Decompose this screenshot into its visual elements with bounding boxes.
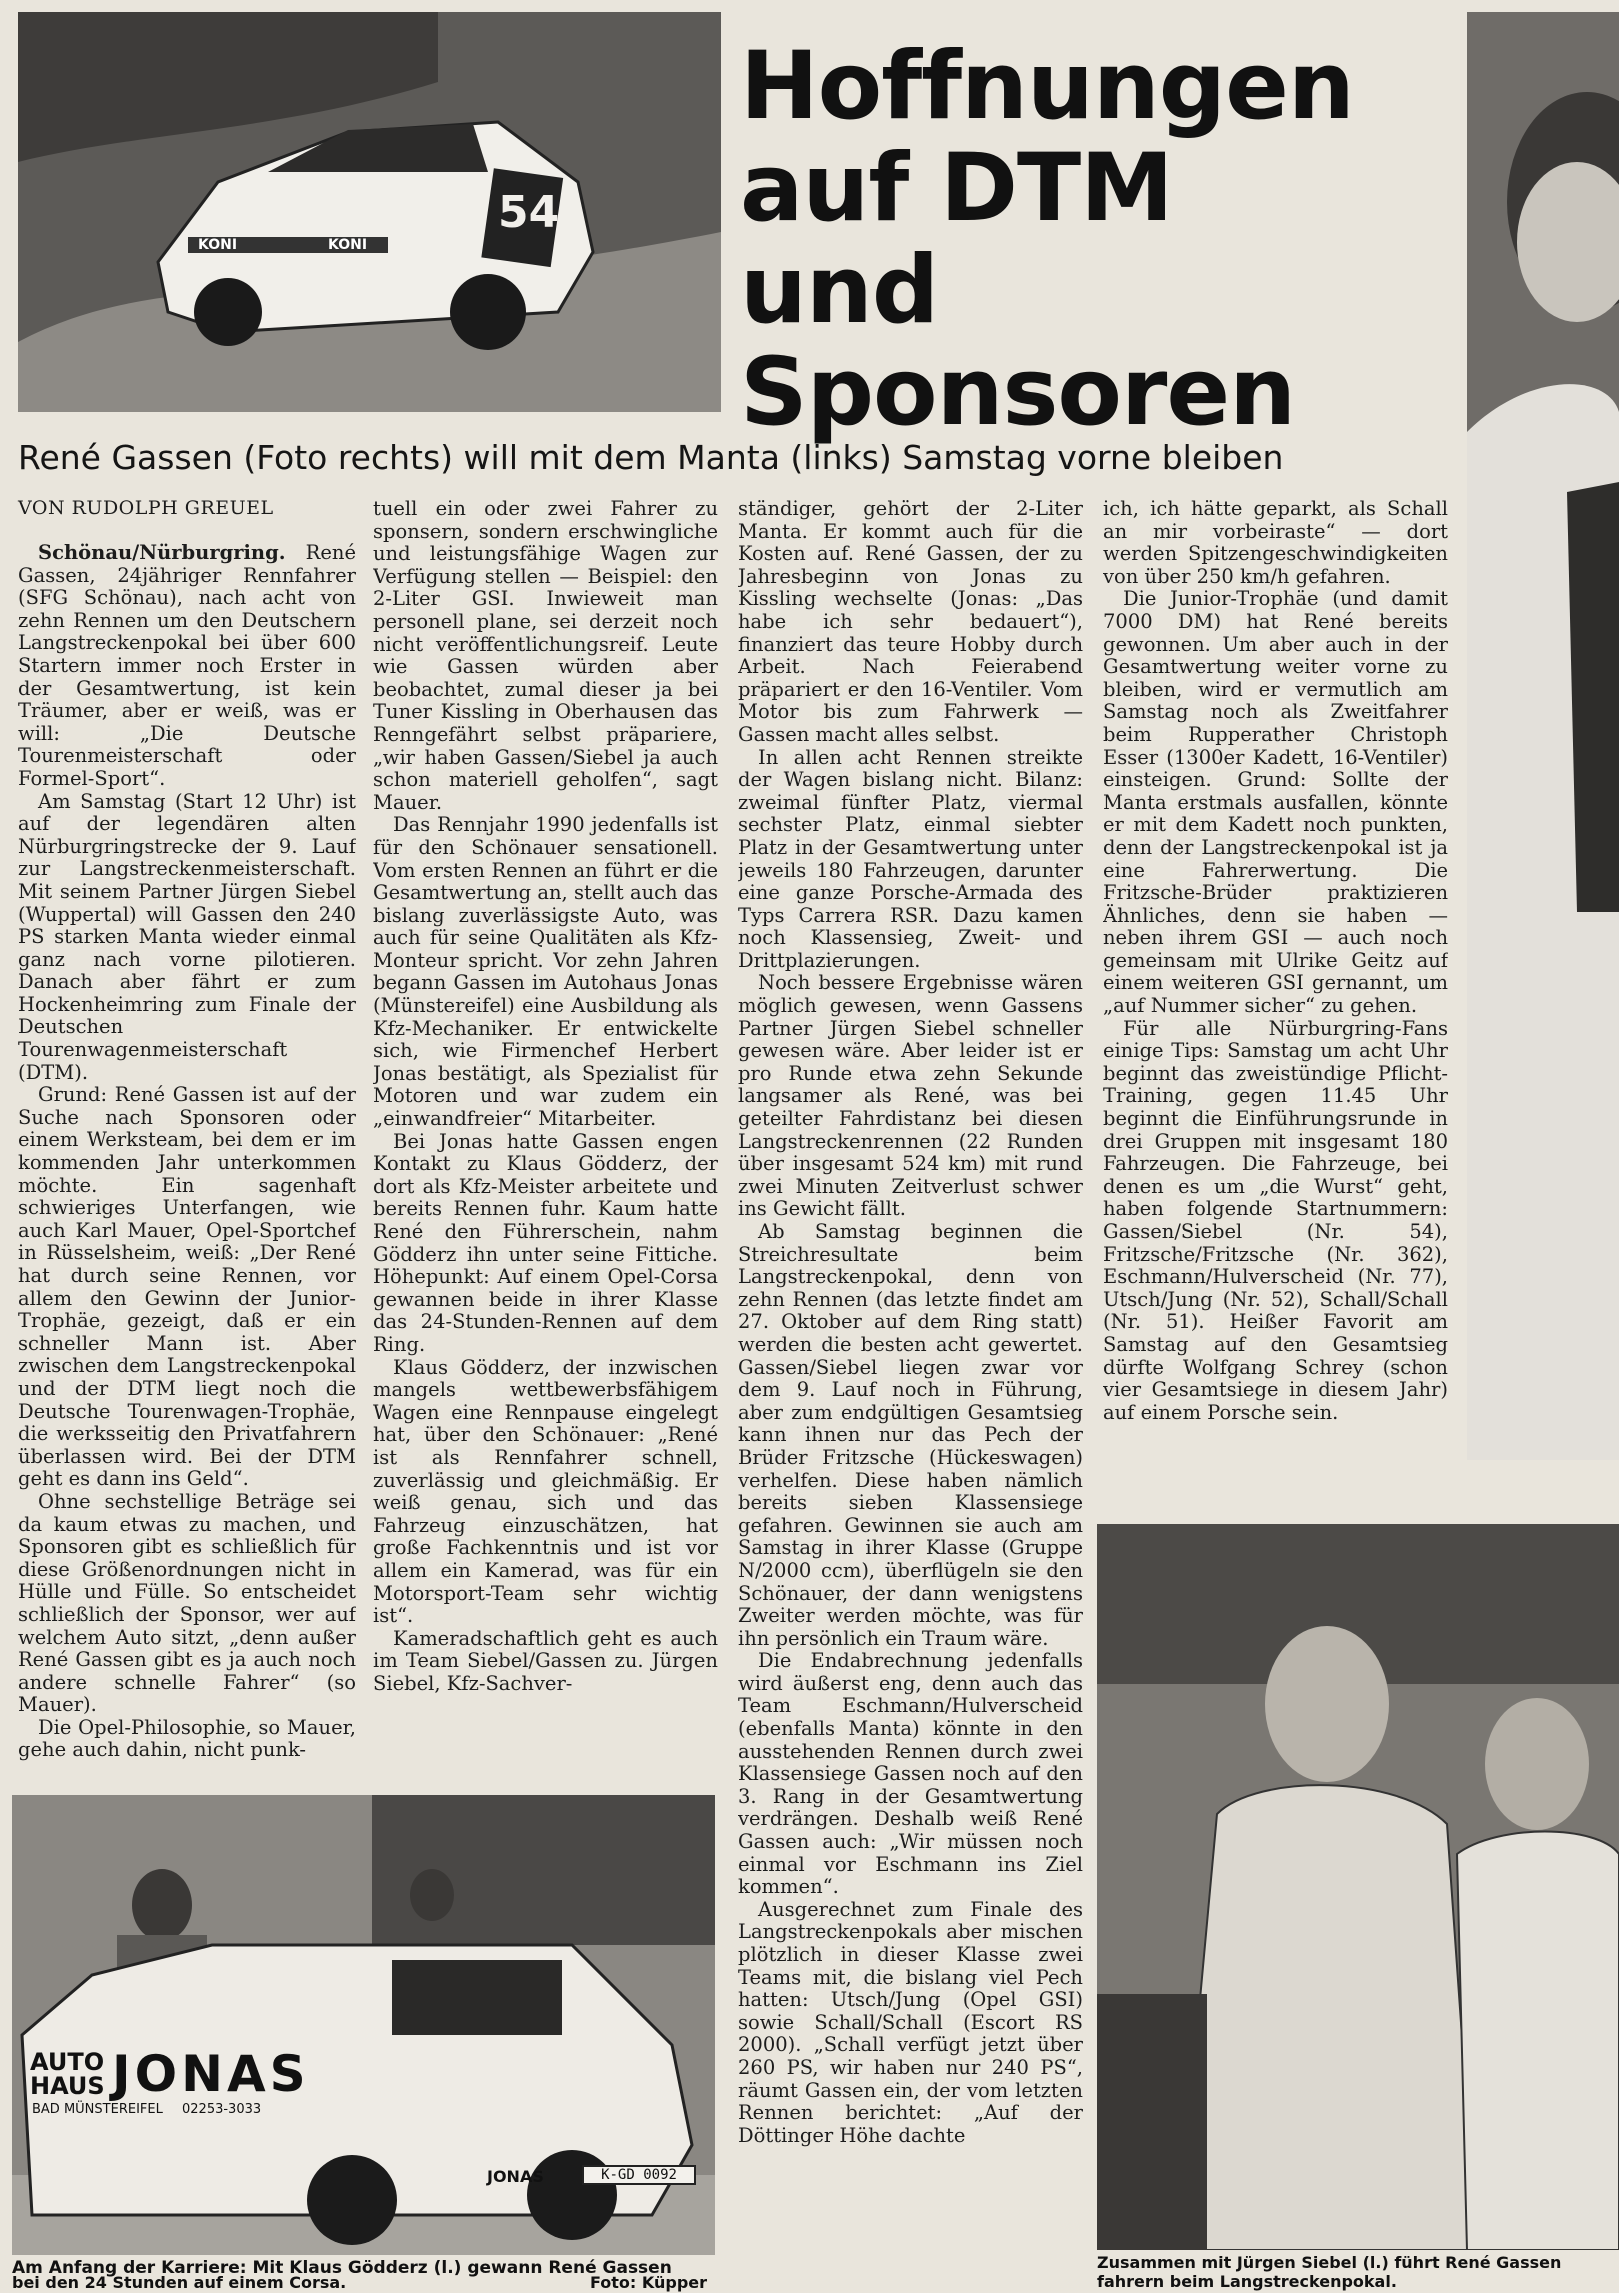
paragraph: Ausgerechnet zum Finale des Langstreckenpokals aber mischen plötzlich in dieser Klasse zwei Teams mit, die bislang viel Pech hatten: Utsch/Jung (Opel GSI) sowie Schall/Schall (Escort RS 2000). „Schall verfügt jetzt über 260 PS, wir haben nur 240 PS“, räumt Gassen ein, der vom letzten Rennen berichtet: „Auf der Döttinger Höhe dachte <box>738 1897 1083 2147</box>
headline-line-1: Hoffnungen <box>740 32 1354 141</box>
article-column-3 <box>738 498 1083 2288</box>
subheadline: René Gassen (Foto rechts) will mit dem Manta (links) Samstag vorne bleiben <box>18 438 1284 477</box>
caption-right-line-1: Zusammen mit Jürgen Siebel (l.) führt René Gassen <box>1097 2253 1562 2272</box>
paragraph: tuell ein oder zwei Fahrer zu sponsern, sondern erschwingliche und leistungsfähige Wagen zur Verfügung stellen — Beispiel: den 2-Liter GSI. Inwieweit man personell plane, sei derzeit noch nicht veröffentlichungsreif. Leute wie Gassen würden aber beobachtet, zumal dieser ja bei Tuner Kissling in Oberhausen das Renngefährt selbst präpariere, „wir haben Gassen/Siebel ja auch schon materiell geholfen“, sagt Mauer. <box>373 498 718 814</box>
article-column-1 <box>18 542 356 1762</box>
caption-left-line-1: Am Anfang der Karriere: Mit Klaus Gödderz (l.) gewann René Gassen <box>12 2258 672 2278</box>
autohaus-logo <box>30 2050 105 2098</box>
paragraph: Für alle Nürburgring-Fans einige Tips: Samstag um acht Uhr beginnt das zweistündige Pflicht-Training, gegen 11.45 Uhr beginnt die Einführungsrunde in drei Gruppen mit insgesamt 180 Fahrzeugen. Die Fahrzeuge, bei denen es um „die Wurst“ geht, haben folgende Startnummern: Gassen/Siebel (Nr. 54), Fritzsche/Fritzsche (Nr. 362), Eschmann/Hulverscheid (Nr. 77), Utsch/Jung (Nr. 52), Schall/Schall (Nr. 51). Heißer Favorit am Samstag auf den Gesamtsieg dürfte Wolfgang Schrey (schon vier Gesamtsiege in diesem Jahr) auf einem Porsche sein. <box>1103 1016 1448 1424</box>
autohaus-phone: 02253-3033 <box>182 2102 262 2117</box>
paragraph: Schönau/Nürburgring. René Gassen, 24jähriger Rennfahrer (SFG Schönau), nach acht von zehn Rennen um den Deutschern Langstreckenpokal bei über 600 Startern immer noch Erster in der Gesamtwertung, ist kein Träumer, aber er weiß, was er will: „Die Deutsche Tourenmeisterschaft oder Formel-Sport“. <box>18 542 356 790</box>
paragraph: Das Rennjahr 1990 jedenfalls ist für den Schönauer sensationell. Vom ersten Rennen an führt er die Gesamtwertung an, stellt auch das bislang zuverlässigste Auto, was auch für seine Qualitäten als Kfz-Monteur spricht. Vor zehn Jahren begann Gassen im Autohaus Jonas (Münstereifel) eine Ausbildung als Kfz-Mechaniker. Er entwickelte sich, wie Firmenchef Herbert Jonas bestätigt, als Spezialist für Motoren und war zudem ein „einwandfreier“ Mitarbeiter. <box>373 813 718 1131</box>
portrait-photo <box>1467 12 1619 1460</box>
paragraph: Die Junior-Trophäe (und damit 7000 DM) hat René bereits gewonnen. Um aber auch in der Gesamtwertung weiter vorne zu bleiben, wird er vermutlich am Samstag noch als Zweitfahrer beim Rupperather Christoph Esser (1300er Kadett, 16-Ventiler) einsteigen. Grund: Sollte der Manta erstmals ausfallen, könnte er mit dem Kadett noch punkten, denn der Langstreckenpokal ist ja eine Fahrerwertung. Die Fritzsche-Brüder praktizieren Ähnliches, denn sie haben — neben ihrem GSI — auch noch gemeinsam mit Ulrike Geitz auf einem weiteren GSI gernannt, um „auf Nummer sicher“ zu gehen. <box>1103 587 1448 1018</box>
paragraph: Grund: René Gassen ist auf der Suche nach Sponsoren oder einem Werksteam, bei dem er im kommenden Jahr unterkommen möchte. Ein sagenhaft schwieriges Unterfangen, wie auch Karl Mauer, Opel-Sportchef in Rüsselsheim, weiß: „Der René hat durch seine Rennen, vor allem den Gewinn der Junior-Trophäe, gezeigt, daß er ein schneller Mann ist. Aber zwischen dem Langstreckenpokal und der DTM liegt noch die Deutsche Tourenwagen-Trophäe, die werksseitig den Privatfahrern überlassen wird. Bei der DTM geht es dann ins Geld“. <box>18 1083 356 1491</box>
byline: VON RUDOLPH GREUEL <box>18 497 274 519</box>
paragraph: Die Opel-Philosophie, so Mauer, gehe auch dahin, nicht punk- <box>18 1715 356 1762</box>
dateline: Schönau/Nürburgring. <box>38 542 286 564</box>
paragraph: Am Samstag (Start 12 Uhr) ist auf der legendären alten Nürburgringstrecke der 9. Lauf zur Langstreckenmeisterschaft. Mit seinem Partner Jürgen Siebel (Wuppertal) will Gassen den 240 PS starken Manta wieder einmal ganz nach vorne pilotieren. Danach aber fährt er zum Hockenheimring zum Finale der Deutschen Tourenwagenmeisterschaft (DTM). <box>18 789 356 1084</box>
autohaus-city: BAD MÜNSTEREIFEL <box>32 2102 163 2117</box>
autohaus-name: JONAS <box>112 2045 310 2103</box>
race-car-photo <box>18 12 721 412</box>
race-car-illustration <box>18 12 721 412</box>
paragraph: In allen acht Rennen streikte der Wagen bislang nicht. Bilanz: zweimal fünfter Platz, viermal sechster Platz, einmal siebter Platz in der Gesamtwertung unter jeweils 180 Fahrzeugen, darunter eine ganze Porsche-Armada des Typs Carrera RSR. Dazu kamen noch Klassensieg, Zweit- und Drittplazierungen. <box>738 745 1083 972</box>
article-column-2 <box>373 498 718 1762</box>
portrait-illustration <box>1467 12 1619 1460</box>
drivers-photo <box>1097 1524 1619 2250</box>
paragraph: Noch bessere Ergebnisse wären möglich gewesen, wenn Gassens Partner Jürgen Siebel schneller gewesen wäre. Aber leider ist er pro Runde etwa zehn Sekunde langsamer als René, was bei geteilter Fahrdistanz bei diesen Langstreckenrennen (22 Runden über insgesamt 524 km) mit rund zwei Minuten Zeitverlust schwer ins Gewicht fällt. <box>738 971 1083 1221</box>
paragraph: Die Endabrechnung jedenfalls wird äußerst eng, denn auch das Team Eschmann/Hulverscheid (ebenfalls Manta) könnte in den ausstehenden Rennen durch zwei Klassensiege Gassen noch auf den 3. Rang in der Gesamtwertung verdrängen. Deshalb weiß René Gassen auch: „Wir müssen noch einmal vor Eschmann ins Ziel kommen“. <box>738 1649 1083 1899</box>
headline-line-3: Sponsoren <box>740 338 1296 447</box>
paragraph: Ohne sechstellige Beträge sei da kaum etwas zu machen, und Sponsoren gibt es schließlich für diese Größenordnungen nicht in Hülle und Fülle. So entscheidet schließlich der Sponsor, wer auf welchem Auto sitzt, „denn außer René Gassen gibt es ja auch noch andere schnelle Fahrer“ (so Mauer). <box>18 1489 356 1717</box>
paragraph: Klaus Gödderz, der inzwischen mangels wettbewerbsfähigem Wagen eine Rennpause eingelegt hat, über den Schönauer: „René ist als Rennfahrer schnell, zuverlässig und gleichmäßig. Er weiß genau, sich und das Fahrzeug einzuschätzen, hat große Fachkenntnis und ist vor allem ein Kamerad, was für ein Motorsport-Team sehr wichtig ist“. <box>373 1355 718 1628</box>
headline <box>740 32 1380 447</box>
photo-credit: Foto: Küpper <box>590 2273 708 2292</box>
paragraph: Ab Samstag beginnen die Streichresultate beim Langstreckenpokal, denn von zehn Rennen (das letzte findet am 27. Oktober auf dem Ring statt) werden die besten acht gewertet. Gassen/Siebel liegen zwar vor dem 9. Lauf noch in Führung, aber zum endgültigen Gesamtsieg kann ihnen nur das Pech der Brüder Fritzsche (Hückeswagen) verhelfen. Diese haben nämlich bereits sieben Klassensiege gefahren. Gewinnen sie auch am Samstag in ihrer Klasse (Gruppe N/2000 ccm), überflügeln sie den Schönauer, der dann wenigstens Zweiter werden möchte, was für ihn persönlich ein Traum wäre. <box>738 1220 1083 1650</box>
car-sponsor-left: KONI <box>198 237 238 253</box>
paragraph: Kameradschaftlich geht es auch im Team Siebel/Gassen zu. Jürgen Siebel, Kfz-Sachver- <box>373 1626 718 1695</box>
autohaus-line-1: AUTO <box>30 2048 105 2076</box>
drivers-illustration <box>1097 1524 1619 2250</box>
caption-left-line-2: bei den 24 Stunden auf einem Corsa. <box>12 2273 347 2292</box>
car-number: 54 <box>498 187 560 238</box>
car-sponsor-right: KONI <box>328 237 368 253</box>
corsa-illustration <box>12 1795 715 2255</box>
license-plate: K-GD 0092 <box>582 2165 696 2185</box>
caption-right-line-2: fahrern beim Langstreckenpokal. <box>1097 2272 1397 2291</box>
autohaus-line-2: HAUS <box>30 2072 105 2100</box>
headline-line-2: auf DTM und <box>740 134 1173 345</box>
paragraph: Bei Jonas hatte Gassen engen Kontakt zu Klaus Gödderz, der dort als Kfz-Meister arbeitete und bereits Rennen fuhr. Kaum hatte René den Führerschein, nahm Gödderz ihn unter seine Fittiche. Höhepunkt: Auf einem Opel-Corsa gewannen beide in ihrer Klasse das 24-Stunden-Rennen auf dem Ring. <box>373 1129 718 1356</box>
corsa-photo <box>12 1795 715 2255</box>
article-column-4 <box>1103 498 1448 1518</box>
paragraph: ständiger, gehört der 2-Liter Manta. Er kommt auch für die Kosten auf. René Gassen, der zu Jahresbeginn von Jonas zu Kissling wechselte (Jonas: „Das habe ich sehr bedauert“), finanziert das teure Hobby durch Arbeit. Nach Feierabend präpariert er den 16-Ventiler. Vom Motor bis zum Fahrwerk — Gassen macht alles selbst. <box>738 498 1083 746</box>
paragraph: ich, ich hätte geparkt, als Schall an mir vorbeiraste“ — dort werden Spitzengeschwindigkeiten von über 250 km/h gefahren. <box>1103 498 1448 588</box>
bumper-text: JONAS <box>487 2167 544 2186</box>
